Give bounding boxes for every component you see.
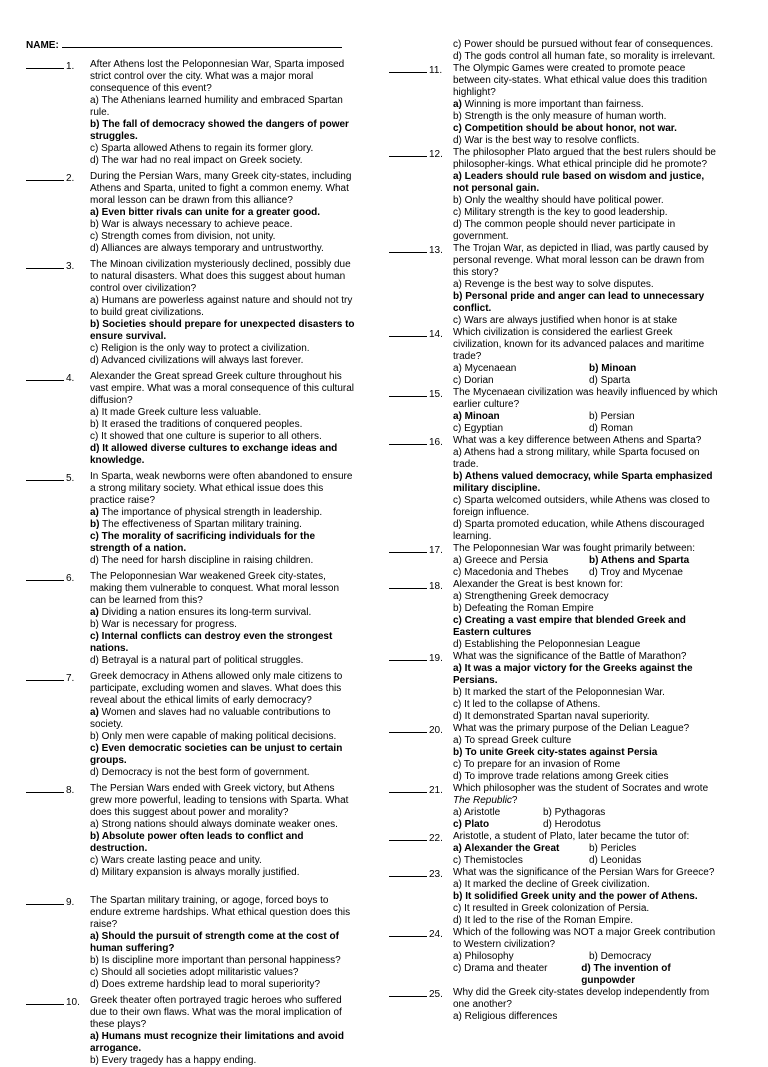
question-prompt: The Olympic Games were created to promote peace between city-states. What ethical value does this tradition highlight? <box>453 63 708 98</box>
question-prompt: The Peloponnesian War was fought primarily between: <box>453 543 695 554</box>
answer-blank <box>389 147 443 161</box>
question-text <box>90 259 356 295</box>
answer-option: d) Alliances are always temporary and untrustworthy. <box>90 243 324 254</box>
question-prompt: What was a key difference between Athens and Sparta? <box>453 435 702 446</box>
answer-option: a) Humans must recognize their limitations and avoid arrogance. <box>90 1031 344 1054</box>
question-prompt: Which civilization is considered the earliest Greek civilization, known for its advanced palaces and maritime trade? <box>453 327 705 362</box>
answer-option: a) Minoan <box>453 411 500 422</box>
answer-option: a) Religious differences <box>453 1011 558 1022</box>
answer-option: a) Even bitter rivals can unite for a greater good. <box>90 207 321 218</box>
question-number: 5. <box>66 473 75 484</box>
question-13 <box>389 243 719 327</box>
answer-option: a) Athens had a strong military, while Sparta focused on trade. <box>453 447 700 470</box>
question-prompt: After Athens lost the Peloponnesian War, Sparta imposed strict control over the city. What was a major moral consequence of this event? <box>90 59 345 94</box>
question-prompt: The Minoan civilization mysteriously declined, possibly due to natural disasters. What does this suggest about human control over civilization? <box>90 259 351 294</box>
answer-blank <box>389 243 443 257</box>
answer-option: b) The fall of democracy showed the dangers of power struggles. <box>90 119 349 142</box>
answer-blank <box>26 995 80 1009</box>
answer-blank <box>26 171 74 185</box>
question-number: 12. <box>429 149 443 160</box>
answer-option <box>90 607 356 619</box>
question-6 <box>26 571 356 667</box>
question-text <box>90 671 356 707</box>
question-number: 21. <box>429 785 443 796</box>
answer-option: a) It marked the decline of Greek civilization. <box>453 879 650 890</box>
question-24 <box>389 927 719 987</box>
question-prompt: The philosopher Plato argued that the best rulers should be philosopher-kings. What ethical principle did he promote? <box>453 147 716 170</box>
question-prompt: Alexander the Great spread Greek culture throughout his vast empire. What was a moral consequence of this cultural diffusion? <box>90 371 355 406</box>
question-number: 1. <box>66 61 75 72</box>
answer-option: b) Strength is the only measure of human worth. <box>453 111 667 122</box>
answer-option-row <box>453 567 719 579</box>
answer-option: c) Macedonia and Thebes <box>453 567 569 578</box>
question-21 <box>389 783 719 831</box>
answer-option: a) The Athenians learned humility and embraced Spartan rule. <box>90 95 343 118</box>
answer-blank <box>389 435 443 449</box>
answer-option: b) Only the wealthy should have political power. <box>453 195 664 206</box>
answer-option: b) Persian <box>589 411 635 422</box>
answer-option: d) Military expansion is always morally justified. <box>90 867 300 878</box>
question-19 <box>389 651 719 723</box>
answer-option: a) Alexander the Great <box>453 843 560 854</box>
question-9-continued <box>389 39 719 63</box>
answer-option: d) The common people should never participate in government. <box>453 219 676 242</box>
answer-option: c) Creating a vast empire that blended Greek and Eastern cultures <box>453 615 686 638</box>
question-text <box>453 63 719 99</box>
question-number: 25. <box>429 989 443 1000</box>
answer-blank <box>389 579 443 593</box>
answer-option: d) The invention of gunpowder <box>581 963 671 986</box>
answer-option: c) It showed that one culture is superior to all others. <box>90 431 322 442</box>
answer-line[interactable] <box>389 387 427 397</box>
question-text <box>453 651 719 663</box>
question-prompt: The Persian Wars ended with Greek victory, but Athens grew more powerful, leading to tensions with Sparta. What does this suggest about power and morality? <box>90 783 349 818</box>
answer-option: d) It allowed diverse cultures to exchange ideas and knowledge. <box>90 443 338 466</box>
answer-blank <box>26 571 74 585</box>
answer-option: a) Greece and Persia <box>453 555 549 566</box>
question-15 <box>389 387 719 435</box>
answer-option: b) Is discipline more important than personal happiness? <box>90 955 341 966</box>
answer-option: d) Betrayal is a natural part of political struggles. <box>90 655 304 666</box>
question-prompt: Alexander the Great is best known for: <box>453 579 624 590</box>
question-2 <box>26 171 356 255</box>
answer-option-row <box>453 363 719 375</box>
answer-option: a) Revenge is the best way to solve disputes. <box>453 279 654 290</box>
question-prompt: What was the significance of the Battle of Marathon? <box>453 651 687 662</box>
answer-option: d) The war had no real impact on Greek society. <box>90 155 303 166</box>
answer-line[interactable] <box>389 867 427 877</box>
question-text <box>453 543 719 555</box>
answer-blank <box>26 783 74 797</box>
answer-option-letter: a) <box>90 507 99 518</box>
answer-option: c) Wars are always justified when honor is at stake <box>453 315 678 326</box>
answer-option: b) It erased the traditions of conquered peoples. <box>90 419 303 430</box>
answer-option: c) Religion is the only way to protect a civilization. <box>90 343 310 354</box>
answer-option: d) It led to the rise of the Roman Empire. <box>453 915 634 926</box>
answer-line[interactable] <box>26 371 64 381</box>
question-prompt: Greek theater often portrayed tragic heroes who suffered due to their own flaws. What was the moral implication of these plays? <box>90 995 342 1030</box>
question-9 <box>26 895 356 991</box>
answer-option: a) Strengthening Greek democracy <box>453 591 609 602</box>
answer-option: c) To prepare for an invasion of Rome <box>453 759 621 770</box>
answer-blank <box>389 723 443 737</box>
question-5 <box>26 471 356 567</box>
answer-option-letter: a) <box>90 707 99 718</box>
answer-option-letter: c) <box>90 531 99 542</box>
answer-option: d) Troy and Mycenae <box>589 567 683 578</box>
answer-option: b) Minoan <box>589 363 637 374</box>
answer-blank <box>26 259 74 273</box>
question-7 <box>26 671 356 779</box>
question-25 <box>389 987 719 1023</box>
answer-option-letter: c) <box>90 743 99 754</box>
answer-option: d) Leonidas <box>589 855 642 866</box>
answer-blank <box>389 831 443 845</box>
question-prompt-tail: ? <box>511 795 518 806</box>
question-number: 19. <box>429 653 443 664</box>
answer-option: d) War is the best way to resolve conflicts. <box>453 135 640 146</box>
answer-option-text: Personal pride and anger can lead to unnecessary conflict. <box>453 291 705 314</box>
answer-option-row <box>453 375 719 387</box>
answer-option-row <box>453 819 719 831</box>
answer-option: a) To spread Greek culture <box>453 735 572 746</box>
question-number: 24. <box>429 929 443 940</box>
question-number: 18. <box>429 581 443 592</box>
answer-blank <box>26 371 74 385</box>
answer-option: d) Democracy is not the best form of government. <box>90 767 310 778</box>
question-text <box>453 783 719 807</box>
question-1 <box>26 59 356 167</box>
question-number: 17. <box>429 545 443 556</box>
question-number: 23. <box>429 869 443 880</box>
answer-line[interactable] <box>26 471 64 481</box>
question-23 <box>389 867 719 927</box>
answer-option: c) It led to the collapse of Athens. <box>453 699 601 710</box>
question-text <box>90 783 356 819</box>
answer-option-text: The morality of sacrificing individuals for the strength of a nation. <box>90 531 316 554</box>
right-column <box>389 39 719 1023</box>
answer-option-text: Internal conflicts can destroy even the strongest nations. <box>90 631 333 654</box>
answer-option <box>90 531 356 555</box>
question-prompt: Which of the following was NOT a major Greek contribution to Western civilization? <box>453 927 716 950</box>
answer-option: b) Societies should prepare for unexpected disasters to ensure survival. <box>90 319 355 342</box>
answer-line[interactable] <box>389 927 427 937</box>
answer-option: b) Only men were capable of making political decisions. <box>90 731 337 742</box>
question-number: 13. <box>429 245 443 256</box>
answer-option-text: Even democratic societies can be unjust to certain groups. <box>90 743 343 766</box>
answer-option: b) Pythagoras <box>543 807 606 818</box>
question-prompt: During the Persian Wars, many Greek city-states, including Athens and Sparta, united to fight a common enemy. What moral lesson can be drawn from this alliance? <box>90 171 352 206</box>
answer-option: a) Should the pursuit of strength come at the cost of human suffering? <box>90 931 339 954</box>
answer-option: b) To unite Greek city-states against Persia <box>453 747 658 758</box>
answer-option-row <box>453 555 719 567</box>
answer-option: a) Philosophy <box>453 951 514 962</box>
answer-blank <box>389 651 443 665</box>
answer-option: c) Dorian <box>453 375 494 386</box>
question-text <box>453 435 719 447</box>
answer-blank <box>389 543 443 557</box>
left-column <box>26 59 356 1067</box>
answer-option: d) Sparta <box>589 375 631 386</box>
question-number: 14. <box>429 329 443 340</box>
question-number: 8. <box>66 785 75 796</box>
answer-option: c) Plato <box>453 819 490 830</box>
answer-option: d) Herodotus <box>543 819 601 830</box>
answer-option: d) Sparta promoted education, while Athens discouraged learning. <box>453 519 705 542</box>
question-text <box>453 327 719 363</box>
answer-option-letter: b) <box>453 291 463 302</box>
answer-option: d) Roman <box>589 423 633 434</box>
answer-option: a) Aristotle <box>453 807 501 818</box>
question-number: 22. <box>429 833 443 844</box>
question-18 <box>389 579 719 651</box>
answer-option: d) To improve trade relations among Greek cities <box>453 771 669 782</box>
question-16 <box>389 435 719 543</box>
answer-option: c) Sparta welcomed outsiders, while Athens was closed to foreign influence. <box>453 495 710 518</box>
question-text <box>453 831 719 843</box>
answer-option: b) Absolute power often leads to conflict and destruction. <box>90 831 304 854</box>
answer-line[interactable] <box>26 259 64 269</box>
answer-option-text: Women and slaves had no valuable contributions to society. <box>90 707 331 730</box>
answer-blank <box>389 927 443 941</box>
answer-option: b) It marked the start of the Peloponnesian War. <box>453 687 665 698</box>
answer-blank <box>26 895 74 909</box>
answer-line[interactable] <box>26 995 64 1005</box>
answer-blank <box>389 867 443 881</box>
question-prompt: The Spartan military training, or agoge, forced boys to endure extreme hardships. What ethical question does this raise? <box>90 895 351 930</box>
question-number: 20. <box>429 725 443 736</box>
answer-line[interactable] <box>26 59 64 69</box>
answer-option <box>90 707 356 731</box>
answer-option-letter: a) <box>453 99 462 110</box>
question-17 <box>389 543 719 579</box>
question-number: 15. <box>429 389 443 400</box>
question-text <box>453 867 719 879</box>
answer-line[interactable] <box>389 327 427 337</box>
answer-option <box>90 519 356 531</box>
answer-option-row <box>453 411 719 423</box>
answer-option: d) It demonstrated Spartan naval superiority. <box>453 711 650 722</box>
question-11 <box>389 63 719 147</box>
question-number: 9. <box>66 897 75 908</box>
answer-option: d) Does extreme hardship lead to moral superiority? <box>90 979 321 990</box>
answer-option-letter: c) <box>453 123 462 134</box>
question-8 <box>26 783 356 879</box>
question-3 <box>26 259 356 367</box>
answer-blank <box>389 63 442 77</box>
question-text <box>90 895 356 931</box>
answer-blank <box>389 327 443 341</box>
answer-option <box>90 743 356 767</box>
answer-option: b) Athens valued democracy, while Sparta emphasized military discipline. <box>453 471 713 494</box>
question-number: 11. <box>429 65 443 76</box>
question-number: 2. <box>66 173 75 184</box>
question-number: 10. <box>66 997 80 1008</box>
answer-option: c) Wars create lasting peace and unity. <box>90 855 262 866</box>
answer-option: b) Democracy <box>589 951 652 962</box>
question-text <box>90 995 356 1031</box>
question-prompt: The Peloponnesian War weakened Greek city-states, making them vulnerable to conquest. What moral lesson can be learned from this? <box>90 571 340 606</box>
question-text <box>90 171 356 207</box>
question-text <box>453 243 719 279</box>
answer-blank <box>389 987 443 1001</box>
question-prompt: What was the primary purpose of the Delian League? <box>453 723 690 734</box>
answer-option <box>90 631 356 655</box>
answer-option <box>90 507 356 519</box>
answer-line[interactable] <box>389 579 427 589</box>
answer-line[interactable] <box>389 831 427 841</box>
answer-line[interactable] <box>26 671 64 681</box>
question-text <box>453 723 719 735</box>
answer-option-text: Winning is more important than fairness. <box>461 99 644 110</box>
answer-option: b) Every tragedy has a happy ending. <box>90 1055 257 1066</box>
question-prompt: Aristotle, a student of Plato, later became the tutor of: <box>453 831 690 842</box>
question-prompt: In Sparta, weak newborns were often abandoned to ensure a strong military society. What ethical issue does this practice raise? <box>90 471 353 506</box>
answer-line[interactable] <box>389 63 427 73</box>
answer-line[interactable] <box>26 895 64 905</box>
answer-line[interactable] <box>389 147 427 157</box>
answer-option: c) Military strength is the key to good leadership. <box>453 207 668 218</box>
answer-option: a) Strong nations should always dominate weaker ones. <box>90 819 338 830</box>
answer-option-text: Competition should be about honor, not war. <box>461 123 677 134</box>
question-4 <box>26 371 356 467</box>
question-number: 7. <box>66 673 75 684</box>
answer-blank <box>26 59 74 73</box>
question-text <box>453 927 719 951</box>
answer-blank <box>26 671 74 685</box>
answer-option: d) The gods control all human fate, so morality is irrelevant. <box>453 51 716 62</box>
question-text <box>90 571 356 607</box>
question-prompt: Which philosopher was the student of Socrates and wrote <box>453 783 709 794</box>
answer-option <box>453 99 719 111</box>
answer-option: c) Egyptian <box>453 423 504 434</box>
question-prompt: The Trojan War, as depicted in Iliad, was partly caused by personal revenge. What moral lesson can be drawn from this story? <box>453 243 709 278</box>
answer-option: c) Drama and theater <box>453 963 548 974</box>
answer-line[interactable] <box>26 783 64 793</box>
answer-option: b) Athens and Sparta <box>589 555 690 566</box>
answer-option-row <box>453 963 719 987</box>
question-text <box>453 147 719 171</box>
question-20 <box>389 723 719 783</box>
answer-option: a) Mycenaean <box>453 363 517 374</box>
answer-option: b) It solidified Greek unity and the power of Athens. <box>453 891 698 902</box>
question-22 <box>389 831 719 867</box>
answer-option: b) Pericles <box>589 843 637 854</box>
question-10 <box>26 995 356 1067</box>
question-text <box>453 387 719 411</box>
answer-option-row <box>453 951 719 963</box>
answer-line[interactable] <box>389 435 427 445</box>
question-text <box>90 471 356 507</box>
question-number: 16. <box>429 437 443 448</box>
question-title-italic: The Republic <box>453 795 512 806</box>
answer-line[interactable] <box>389 243 427 253</box>
answer-option: a) Leaders should rule based on wisdom and justice, not personal gain. <box>453 171 705 194</box>
answer-option: c) Themistocles <box>453 855 523 866</box>
answer-option-row <box>453 807 719 819</box>
question-number: 3. <box>66 261 75 272</box>
answer-option-row <box>453 855 719 867</box>
answer-line[interactable] <box>389 783 427 793</box>
question-prompt: What was the significance of the Persian Wars for Greece? <box>453 867 715 878</box>
name-line[interactable] <box>62 38 342 48</box>
answer-option: d) Establishing the Peloponnesian League <box>453 639 641 650</box>
answer-option-text: The effectiveness of Spartan military training. <box>99 519 302 530</box>
answer-blank <box>389 783 443 797</box>
answer-option-letter: a) <box>90 607 99 618</box>
answer-line[interactable] <box>389 987 427 997</box>
answer-option <box>453 291 719 315</box>
answer-option-row <box>453 423 719 435</box>
question-prompt: The Mycenaean civilization was heavily influenced by which earlier culture? <box>453 387 718 410</box>
answer-option <box>453 123 719 135</box>
answer-option: c) Strength comes from division, not unity. <box>90 231 276 242</box>
answer-line[interactable] <box>389 651 427 661</box>
question-14 <box>389 327 719 387</box>
question-text <box>90 371 356 407</box>
answer-option: b) War is necessary for progress. <box>90 619 237 630</box>
answer-option: b) War is always necessary to achieve peace. <box>90 219 293 230</box>
question-number: 4. <box>66 373 75 384</box>
answer-option: a) It was a major victory for the Greeks against the Persians. <box>453 663 693 686</box>
question-prompt: Greek democracy in Athens allowed only male citizens to participate, excluding women and slaves. What does this reveal about the ethical limits of early democracy? <box>90 671 343 706</box>
answer-option: d) Advanced civilizations will always last forever. <box>90 355 304 366</box>
answer-option-text: Dividing a nation ensures its long-term survival. <box>98 607 312 618</box>
answer-option: a) It made Greek culture less valuable. <box>90 407 262 418</box>
answer-option: b) Defeating the Roman Empire <box>453 603 594 614</box>
question-text <box>453 579 719 591</box>
question-text <box>453 987 719 1011</box>
answer-option: c) Sparta allowed Athens to regain its former glory. <box>90 143 314 154</box>
answer-blank <box>26 471 74 485</box>
answer-option: c) Power should be pursued without fear of consequences. <box>453 39 714 50</box>
question-number: 6. <box>66 573 75 584</box>
name-field[interactable] <box>26 38 342 52</box>
answer-option-letter: b) <box>90 519 100 530</box>
question-prompt: Why did the Greek city-states develop independently from one another? <box>453 987 710 1010</box>
answer-option-row <box>453 843 719 855</box>
answer-blank <box>389 387 443 401</box>
answer-option: a) Humans are powerless against nature and should not try to build great civilizations. <box>90 295 353 318</box>
answer-option: d) The need for harsh discipline in raising children. <box>90 555 314 566</box>
answer-option: c) Should all societies adopt militaristic values? <box>90 967 299 978</box>
question-text <box>90 59 356 95</box>
name-label: NAME: <box>26 40 59 51</box>
answer-line[interactable] <box>26 171 64 181</box>
question-12 <box>389 147 719 243</box>
answer-line[interactable] <box>389 543 427 553</box>
answer-line[interactable] <box>26 571 64 581</box>
answer-line[interactable] <box>389 723 427 733</box>
answer-option-letter: c) <box>90 631 99 642</box>
answer-option: c) It resulted in Greek colonization of Persia. <box>453 903 650 914</box>
answer-option-text: The importance of physical strength in leadership. <box>98 507 323 518</box>
